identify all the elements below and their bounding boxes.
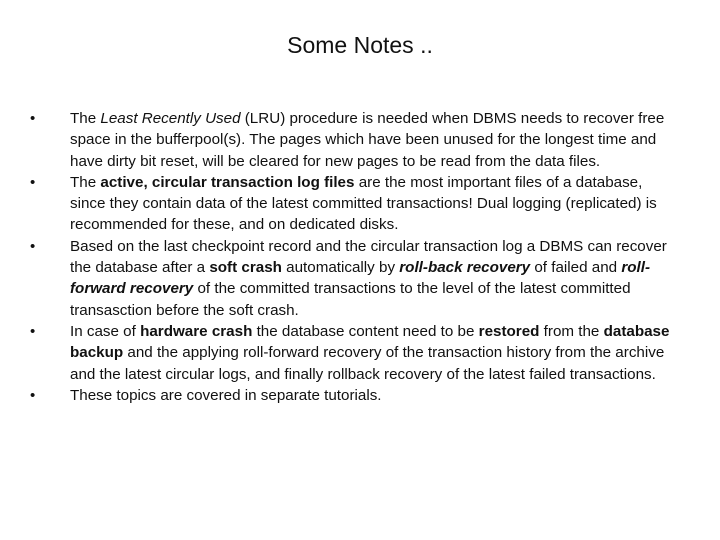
text-run: are the most important files of a database, since they contain data of the latest committed transactions! Dual logging (replicated) is recommended for these, and on dedicated disks. xyxy=(70,173,657,234)
emphasis-text: Least Recently Used xyxy=(100,110,241,127)
bullet-item xyxy=(30,172,680,236)
text-run: of failed and xyxy=(530,259,622,277)
bold-text: database backup xyxy=(70,322,670,362)
bullet-icon: • xyxy=(30,237,36,255)
text-run: from the xyxy=(539,322,604,340)
bold-text: active, circular transaction log files xyxy=(100,173,355,191)
text-run: the database content need to be xyxy=(252,322,479,340)
slide-title: Some Notes .. xyxy=(287,32,433,58)
text-run: These topics are covered in separate tutorials. xyxy=(70,386,382,404)
bullet-item xyxy=(30,385,680,406)
bullet-text xyxy=(70,238,667,319)
bullet-text xyxy=(70,110,664,170)
text-run: Based on the last checkpoint record and the circular transaction log a DBMS can recover the database after a xyxy=(70,237,667,277)
bullet-icon: • xyxy=(30,386,36,404)
bullet-list xyxy=(30,108,680,406)
bold-italic-text: roll-back recovery xyxy=(399,259,531,277)
text-run: automatically by xyxy=(281,259,400,277)
bullet-icon: • xyxy=(30,110,36,127)
text-run: In case of xyxy=(70,322,141,340)
bullet-item xyxy=(30,321,680,385)
bullet-icon: • xyxy=(30,322,36,340)
text-run: (LRU) procedure is needed when DBMS needs to recover free space in the bufferpool(s). The pages which have been unused for the longest time and have dirty bit reset, will be cleared for new pages to be read from the data files. xyxy=(70,110,665,170)
bold-italic-text: roll-forward recovery xyxy=(70,259,651,298)
bullet-item xyxy=(30,108,680,172)
bullet-item xyxy=(30,236,680,321)
text-run: The xyxy=(70,173,101,191)
bold-text: hardware crash xyxy=(140,322,253,340)
bullet-text xyxy=(70,387,382,404)
bold-text: restored xyxy=(478,322,540,340)
bullet-icon: • xyxy=(30,173,36,191)
text-run: of the committed transactions to the level of the latest committed transasction before the soft crash. xyxy=(70,280,631,319)
text-run: and the applying roll-forward recovery of the transaction history from the archive and the latest circular logs, and finally rollback recovery of the latest failed transactions. xyxy=(70,344,665,383)
bullet-text xyxy=(70,174,657,234)
bold-text: soft crash xyxy=(209,259,282,277)
text-run: The xyxy=(70,110,101,127)
bullet-text xyxy=(70,323,669,383)
